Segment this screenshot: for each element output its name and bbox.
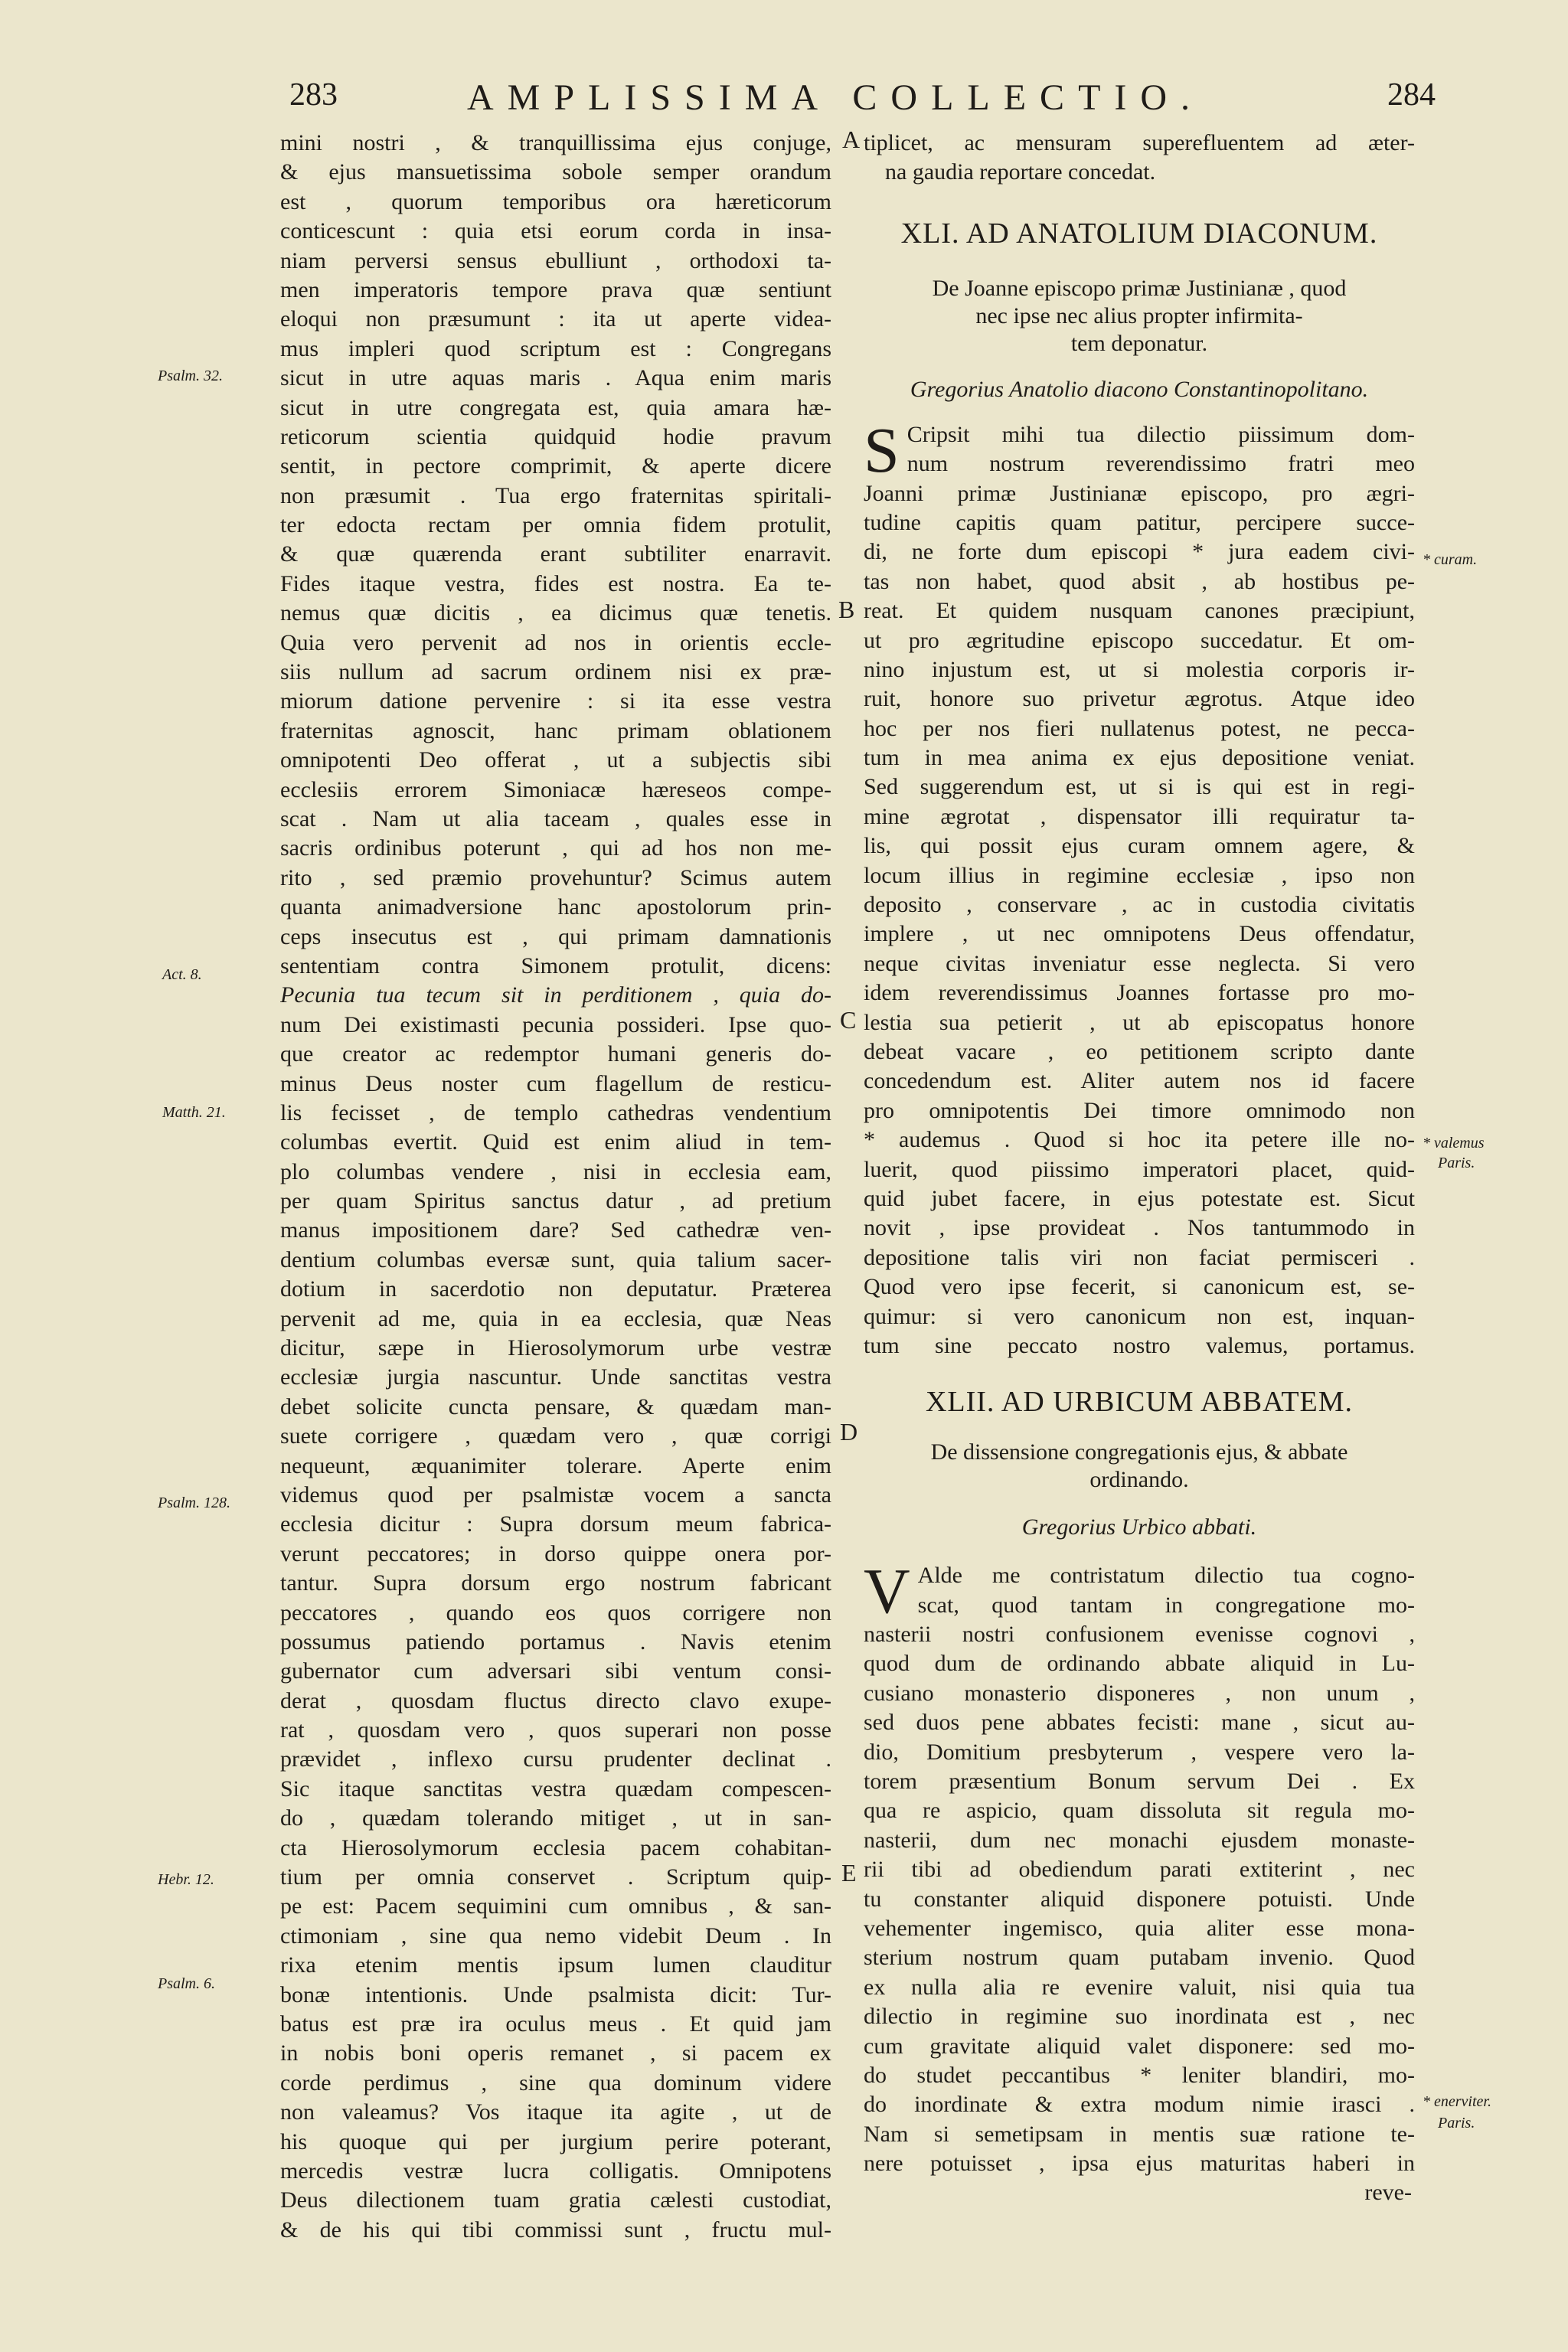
text-line: qua re aspicio, quam dissoluta sit regula mo-	[864, 1798, 1415, 1824]
text-line: derat , quosdam fluctus directo clavo exupe-	[280, 1687, 831, 1713]
text-line: scat . Nam ut alia taceam , quales esse in	[280, 805, 831, 831]
text-line: tu constanter aliquid disponere potuisti. Unde	[864, 1886, 1415, 1912]
text-line: nasterii nostri confusionem evenisse cognovi ,	[864, 1622, 1415, 1648]
text-line: minus Deus noster cum flagellum de resticu-	[280, 1070, 831, 1096]
letter-summary: tem deponatur.	[1070, 330, 1208, 356]
letter-salutation: Gregorius Anatolio diacono Constantinopolitano.	[910, 376, 1369, 402]
text-line: ruit, honore suo privetur ægrotus. Atque ideo	[864, 686, 1415, 712]
text-line: pe est: Pacem sequimini cum omnibus , & san-	[280, 1893, 831, 1919]
text-line: columbas evertit. Quid est enim aliud in tem-	[280, 1129, 831, 1155]
text-line: & ejus mansuetissima sobole semper orandum	[280, 159, 831, 185]
letter-summary: De Joanne episcopo primæ Justinianæ , quod	[932, 275, 1347, 301]
margin-note: Matth. 21.	[162, 1104, 226, 1121]
text-line: mus impleri quod scriptum est : Congregans	[280, 335, 831, 361]
text-line: tudine capitis quam patitur, percipere succe-	[864, 509, 1415, 535]
text-line: peccatores , quando eos quos corrigere non	[280, 1599, 831, 1625]
text-line: batus est præ ira oculus meus . Et quid jam	[280, 2011, 831, 2037]
text-line: ter edocta rectam per omnia fidem protulit,	[280, 512, 831, 538]
text-line: sed duos pene abbates fecisti: mane , sicut au-	[864, 1710, 1415, 1736]
section-letter: D	[840, 1418, 858, 1446]
section-letter: B	[838, 596, 855, 623]
text-line: reat. Et quidem nusquam canones præcipiunt,	[864, 598, 1415, 624]
text-line: Quia vero pervenit ad nos in orientis eccle-	[280, 629, 831, 655]
text-line: implere , ut nec omnipotens Deus offendatur,	[864, 921, 1415, 947]
margin-note: Act. 8.	[162, 966, 202, 983]
text-line: dio, Domitium presbyterum , vespere vero la-	[864, 1739, 1415, 1765]
text-line: locum illius in regimine ecclesiæ , ipso non	[864, 862, 1415, 888]
text-line: concedendum est. Aliter autem nos id facere	[864, 1068, 1415, 1094]
text-line: omnipotenti Deo offerat , ut a subjectis sibi	[280, 747, 831, 773]
letter-heading: XLII. AD URBICUM ABBATEM.	[925, 1386, 1354, 1419]
text-line: his quoque qui per jurgium perire poterant,	[280, 2128, 831, 2154]
text-line: do studet peccantibus * leniter blandiri, mo-	[864, 2062, 1415, 2088]
letter-summary: De dissensione congregationis ejus, & abbate	[930, 1439, 1348, 1465]
text-line: do , quædam tolerando mitiget , ut in san-	[280, 1805, 831, 1831]
letter-summary: ordinando.	[1089, 1467, 1189, 1493]
margin-note: * curam.	[1423, 551, 1478, 568]
text-line: deposito , conservare , ac in custodia civitatis	[864, 892, 1415, 918]
text-line: Quod vero ipse fecerit, si canonicum est, se-	[864, 1274, 1415, 1300]
margin-note: Psalm. 6.	[158, 1975, 215, 1992]
text-line: plo columbas vendere , nisi in ecclesia eam,	[280, 1158, 831, 1184]
text-line: lestia sua petierit , ut ab episcopatus honore	[864, 1009, 1415, 1035]
text-line: per quam Spiritus sanctus datur , ad pretium	[280, 1188, 831, 1214]
right-column	[864, 129, 1415, 2208]
text-line: depositione talis viri non faciat permisceri .	[864, 1244, 1415, 1270]
text-line: & de his qui tibi commissi sunt , fructu mul-	[280, 2216, 831, 2243]
text-line: hoc per nos fieri nullatenus potest, ne pecca-	[864, 715, 1415, 741]
text-line: videmus quod per psalmistæ vocem a sancta	[280, 1481, 831, 1508]
text-line: num nostrum reverendissimo fratri meo	[906, 451, 1415, 477]
text-line: ecclesiæ jurgia nascuntur. Unde sanctitas vestra	[280, 1364, 831, 1390]
page-number-right: 284	[1387, 77, 1436, 113]
margin-note: Psalm. 32.	[158, 368, 223, 384]
text-line: pro omnipotentis Dei timore omnimodo non	[864, 1097, 1415, 1123]
text-line: novit , ipse provideat . Nos tantummodo in	[864, 1215, 1415, 1241]
text-line: dotium in sacerdotio non deputatur. Præterea	[280, 1276, 831, 1302]
text-line: corde perdimus , sine qua dominum videre	[280, 2069, 831, 2096]
text-line: ceps insecutus est , qui primam damnationis	[280, 923, 831, 949]
margin-note: Hebr. 12.	[158, 1871, 214, 1888]
text-line: rixa etenim mentis ipsum lumen clauditur	[280, 1952, 831, 1978]
text-line: sententiam contra Simonem protulit, dicens:	[280, 952, 831, 978]
margin-note: Psalm. 128.	[158, 1494, 230, 1511]
text-line: cusiano monasterio disponeres , non unum ,	[864, 1680, 1415, 1706]
text-line: mini nostri , & tranquillissima ejus conjuge,	[280, 130, 831, 155]
text-line: dentium columbas eversæ sunt, quia talium sacer-	[280, 1246, 831, 1272]
text-line: dilectio in regimine suo inordinata est , nec	[864, 2004, 1415, 2030]
text-line: Sic itaque sanctitas vestra quædam compescen-	[280, 1775, 831, 1802]
margin-note: Paris.	[1438, 1155, 1475, 1171]
text-line: bonæ intentionis. Unde psalmista dicit: Tur-	[280, 1981, 831, 2007]
text-line: nino injustum est, ut si molestia corporis ir-	[864, 656, 1415, 682]
text-line: sicut in utre congregata est, quia amara hæ-	[280, 394, 831, 420]
margin-note: Paris.	[1438, 2115, 1475, 2132]
text-line: scat, quod tantam in congregatione mo-	[917, 1592, 1415, 1618]
left-column	[280, 129, 831, 2245]
text-line: miorum datione pervenire : si ita esse vestra	[280, 688, 831, 714]
text-line: debeat vacare , eo petitionem scripto dante	[864, 1038, 1415, 1064]
text-line: in nobis boni operis remanet , si pacem ex	[280, 2040, 831, 2066]
text-line: Alde me contristatum dilectio tua cogno-	[917, 1563, 1415, 1589]
text-line: idem reverendissimus Joannes fortasse pro mo-	[864, 980, 1415, 1006]
text-line: sentit, in pectore comprimit, & aperte dicere	[280, 453, 831, 479]
drop-cap: V	[864, 1556, 910, 1628]
text-line: nequeunt, æquanimiter tolerare. Aperte enim	[280, 1452, 831, 1478]
section-letter: E	[841, 1859, 857, 1886]
text-line: reticorum scientia quidquid hodie pravum	[280, 423, 831, 449]
text-line: ctimoniam , sine qua nemo videbit Deum . In	[280, 1922, 831, 1949]
text-line: est , quorum temporibus ora hæreticorum	[280, 188, 831, 214]
letter-summary: nec ipse nec alius propter infirmita-	[975, 302, 1303, 328]
text-line: cum gravitate aliquid valet disponere: sed mo-	[864, 2033, 1415, 2059]
text-line: quanta animadversione hanc apostolorum prin-	[280, 894, 831, 920]
text-line: nere potuisset , ipsa ejus maturitas haberi in	[864, 2151, 1415, 2177]
text-line: lis fecisset , de templo cathedras vendentium	[280, 1099, 831, 1125]
text-line: do inordinate & extra modum nimie irasci .	[864, 2092, 1415, 2118]
margin-note: * valemus	[1423, 1135, 1485, 1152]
letter-body	[864, 1556, 1415, 2208]
section-letter: C	[840, 1006, 857, 1034]
section-letter: A	[842, 126, 861, 153]
text-line: men imperatoris tempore prava quæ sentiunt	[280, 276, 831, 302]
running-title: AMPLISSIMA COLLECTIO.	[467, 77, 1204, 118]
text-line: verunt peccatores; in dorso quippe onera por-	[280, 1540, 831, 1566]
text-line: fraternitas agnoscit, hanc primam oblationem	[280, 717, 831, 743]
text-line: conticescunt : quia etsi eorum corda in insa-	[280, 218, 831, 244]
catchword: reve-	[1364, 2180, 1412, 2206]
text-line: cta Hierosolymorum ecclesia pacem cohabitan-	[280, 1834, 831, 1860]
text-line: possumus patiendo portamus . Navis etenim	[280, 1628, 831, 1655]
text-line: sacris ordinibus poterunt , qui ad hos non me-	[280, 835, 831, 861]
text-line: non præsumit . Tua ergo fraternitas spiritali-	[280, 482, 831, 508]
text-line: Joanni primæ Justinianæ episcopo, pro ægri-	[864, 480, 1415, 506]
text-line: ut pro ægritudine episcopo succedatur. Et om-	[864, 627, 1415, 653]
text-line: nasterii, dum nec monachi ejusdem monaste-	[864, 1827, 1415, 1853]
text-line: rito , sed præmio provehuntur? Scimus autem	[280, 864, 831, 890]
text-line: di, ne forte dum episcopi * jura eadem civi-	[864, 539, 1415, 565]
letter-heading: XLI. AD ANATOLIUM DIACONUM.	[900, 217, 1378, 250]
text-line: Fides itaque vestra, fides est nostra. Ea te-	[280, 570, 831, 596]
text-line: num Dei existimasti pecunia possideri. Ipse quo-	[280, 1011, 831, 1037]
text-line: & quæ quærenda erant subtiliter enarravit.	[280, 541, 831, 567]
text-line: ecclesiis errorem Simoniacæ hæreseos compe-	[280, 776, 831, 802]
letter-body	[864, 414, 1415, 1361]
text-line: tium per omnia conservet . Scriptum quip-	[280, 1864, 831, 1890]
text-line: mercedis vestræ lucra colligatis. Omnipotens	[280, 2158, 831, 2184]
text-line: tum sine peccato nostro valemus, portamus.	[864, 1332, 1415, 1358]
text-line: neque civitas inveniatur esse neglecta. Si vero	[864, 950, 1415, 976]
text-line: torem præsentium Bonum servum Dei . Ex	[864, 1769, 1415, 1795]
text-line: vehementer ingemisco, quia aliter esse mona-	[864, 1915, 1415, 1941]
text-line: sicut in utre aquas maris . Aqua enim maris	[280, 365, 831, 391]
margin-note: * enerviter.	[1423, 2093, 1491, 2110]
text-line: quid jubet facere, in ejus potestate est. Sicut	[864, 1185, 1415, 1211]
text-line: debet solicite cuncta pensare, & quædam man-	[280, 1393, 831, 1419]
text-line: rii tibi ad obediendum parati extiterint , nec	[864, 1857, 1415, 1883]
text-line: nemus quæ dicitis , ea dicimus quæ tenetis.	[280, 600, 831, 626]
text-line: mine ægrotat , dispensator illi requiratur ta-	[864, 803, 1415, 829]
text-line: gubernator cum adversari sibi ventum consi-	[280, 1658, 831, 1684]
text-line: rat , quosdam vero , quos superari non posse	[280, 1717, 831, 1743]
text-line: suete corrigere , quædam vero , quæ corrigi	[280, 1423, 831, 1449]
text-line: niam perversi sensus ebulliunt , orthodoxi ta-	[280, 247, 831, 273]
text-line: non valeamus? Vos itaque ita agite , ut de	[280, 2099, 831, 2125]
text-line: eloqui non præsumunt : ita ut aperte videa-	[280, 306, 831, 332]
text-line: Cripsit mihi tua dilectio piissimum dom-	[906, 421, 1415, 447]
text-line: tas non habet, quod absit , ab hostibus pe-	[864, 568, 1415, 594]
text-line: tiplicet, ac mensuram superefluentem ad æter-	[864, 130, 1415, 155]
text-line: Sed suggerendum est, ut si is qui est in regi-	[864, 774, 1415, 800]
text-line: siis nullum ad sacrum ordinem nisi ex præ-	[280, 659, 831, 685]
text-line: dicitur, sæpe in Hierosolymorum urbe vestræ	[280, 1335, 831, 1361]
text-line: prævidet , inflexo cursu prudenter declinat .	[280, 1746, 831, 1772]
text-line: lis, qui possit ejus curam omnem agere, &	[864, 833, 1415, 859]
text-line: Deus dilectionem tuam gratia cælesti custodiat,	[280, 2187, 831, 2213]
text-line: sterium nostrum quam putabam invenio. Quod	[864, 1945, 1415, 1971]
text-line: que creator ac redemptor humani generis do-	[280, 1041, 831, 1067]
text-line: Nam si semetipsam in mentis suæ ratione te-	[864, 2121, 1415, 2147]
text-line: Pecunia tua tecum sit in perditionem , quia do-	[280, 982, 831, 1008]
text-line: luerit, quod piissimo imperatori placet, quid-	[864, 1156, 1415, 1182]
text-line: manus impositionem dare? Sed cathedræ ven-	[280, 1217, 831, 1243]
text-line: tum in mea anima ex ejus depositione veniat.	[864, 745, 1415, 771]
text-line: ex nulla alia re evenire valuit, nisi quia tua	[864, 1974, 1415, 2000]
text-line: pervenit ad me, quia in ea ecclesia, quæ Neas	[280, 1305, 831, 1331]
letter-salutation: Gregorius Urbico abbati.	[1021, 1514, 1257, 1540]
text-line: ecclesia dicitur : Supra dorsum meum fabrica-	[280, 1511, 831, 1537]
text-line: quimur: si vero canonicum non est, inquan-	[864, 1303, 1415, 1329]
page-number-left: 283	[289, 77, 338, 113]
drop-cap: S	[864, 414, 900, 486]
text-line: na gaudia reportare concedat.	[885, 159, 1156, 185]
text-line: tantur. Supra dorsum ergo nostrum fabricant	[280, 1570, 831, 1596]
text-line: quod dum de ordinando abbate aliquid in Lu-	[864, 1651, 1415, 1677]
text-line: * audemus . Quod si hoc ita petere ille no-	[864, 1127, 1415, 1153]
